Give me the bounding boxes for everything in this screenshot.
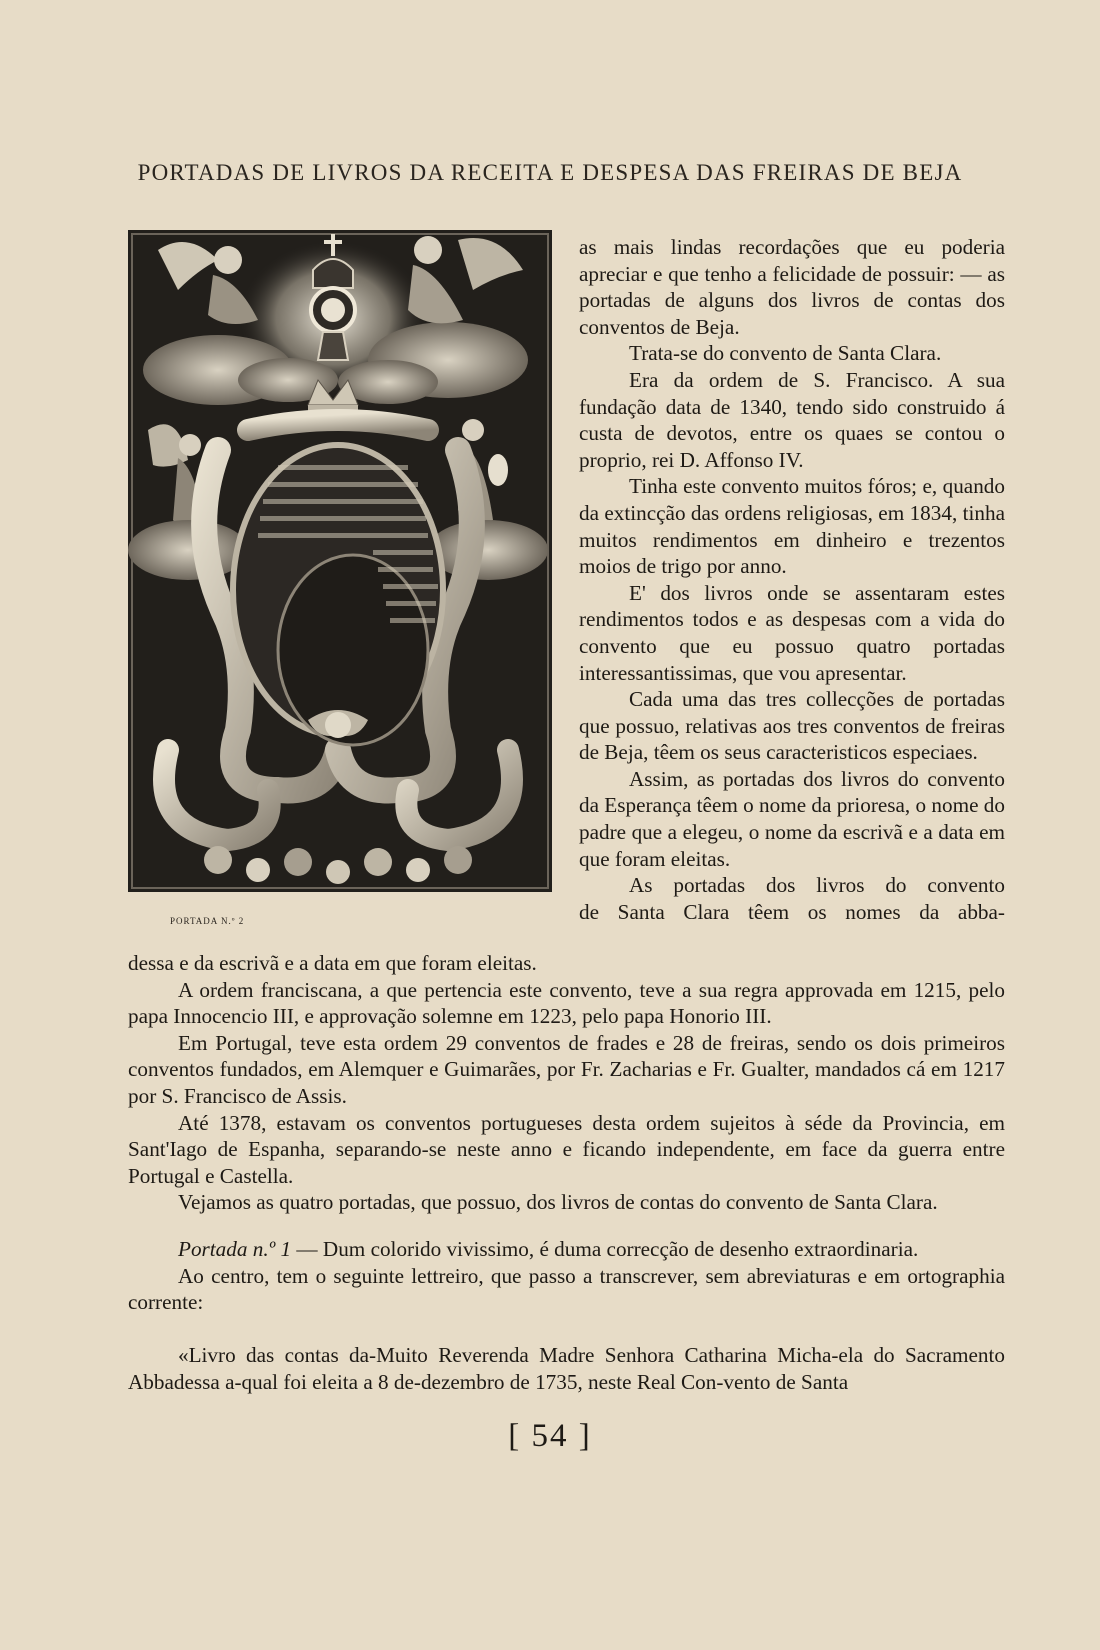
- paragraph: dessa e da escrivã e a data em que foram eleitas.: [128, 951, 537, 975]
- figure-caption: PORTADA N.º 2: [170, 916, 245, 926]
- paragraph: Em Portugal, teve esta ordem 29 conventos de frades e 28 de freiras, sendo os dois primeiros conventos fundados, em Alemquer e Guimarães, por Fr. Zacharias e Fr. Gualter, mandados cá em 1217 por S. Francisco de Assis.: [128, 1030, 1005, 1108]
- paragraph: as mais lindas recordações que eu poderia apreciar e que tenho a felicidade de possuir: — as portadas de alguns dos livros de contas dos conventos de Beja.: [579, 235, 1005, 339]
- paragraph: Cada uma das tres collecções de portadas que possuo, relativas aos tres conventos de freiras de Beja, têem os seus caracteristicos especiaes.: [579, 687, 1005, 765]
- paragraph: Ao centro, tem o seguinte lettreiro, que passo a transcrever, sem abreviaturas e em ortographia corrente:: [128, 1263, 1005, 1315]
- text-quotation: [128, 1342, 1005, 1395]
- figure-portada-2: [128, 230, 552, 890]
- text-full-width: [128, 950, 1005, 1216]
- text-column-right: [579, 234, 1005, 925]
- paragraph-line: de Santa Clara têem os nomes da abba-: [579, 899, 1005, 924]
- paragraph: E' dos livros onde se assentaram estes rendimentos todos e as despesas com a vida do convento que eu possuo quatro portadas interessantissimas, que vou apresentar.: [579, 580, 1005, 685]
- paragraph: Até 1378, estavam os conventos portugueses desta ordem sujeitos à séde da Provincia, em Sant'Iago de Espanha, separando-se neste anno e ficando independente, em face da guerra entre Portugal e Castella.: [128, 1110, 1005, 1188]
- engraving-illustration: [128, 230, 552, 892]
- paragraph: Assim, as portadas dos livros do convento da Esperança têem o nome da prioresa, o nome do padre que a elegeu, o nome da escrivã e a data em que foram eleitas.: [579, 766, 1005, 871]
- page-number: [ 54 ]: [508, 1418, 592, 1454]
- running-head: PORTADAS DE LIVROS DA RECEITA E DESPESA DAS FREIRAS DE BEJA: [137, 160, 963, 185]
- portada-label: Portada n.º 1: [178, 1237, 292, 1261]
- paragraph: [128, 1236, 1005, 1263]
- paragraph-line: As portadas dos livros do convento: [629, 873, 1005, 898]
- engraving-plate: [128, 230, 552, 892]
- quotation: «Livro das contas da-Muito Reverenda Madre Senhora Catharina Micha-ela do Sacramento Abbadessa a-qual foi eleita a 8 de-dezembro de 1735, neste Real Con-vento de Santa: [128, 1343, 1005, 1394]
- paragraph: Trata-se do convento de Santa Clara.: [629, 341, 942, 366]
- paragraph: Vejamos as quatro portadas, que possuo, dos livros de contas do convento de Santa Clara.: [178, 1190, 938, 1215]
- paragraph: Era da ordem de S. Francisco. A sua fundação data de 1340, tendo sido construido á custa de devotos, entre os quaes se contou o proprio, rei D. Affonso IV.: [579, 367, 1005, 472]
- paragraph: A ordem franciscana, a que pertencia este convento, teve a sua regra approvada em 1215, pelo papa Innocencio III, e approvação solemne em 1223, pelo papa Honorio III.: [128, 977, 1005, 1029]
- paragraph-text: — Dum colorido vivissimo, é duma correcção de desenho extraordinaria.: [291, 1237, 919, 1261]
- text-portada-1: [128, 1236, 1005, 1316]
- paragraph: Tinha este convento muitos fóros; e, quando da extincção das ordens religiosas, em 1834, tinha muitos rendimentos em dinheiro e trezentos moios de trigo por anno.: [579, 474, 1005, 579]
